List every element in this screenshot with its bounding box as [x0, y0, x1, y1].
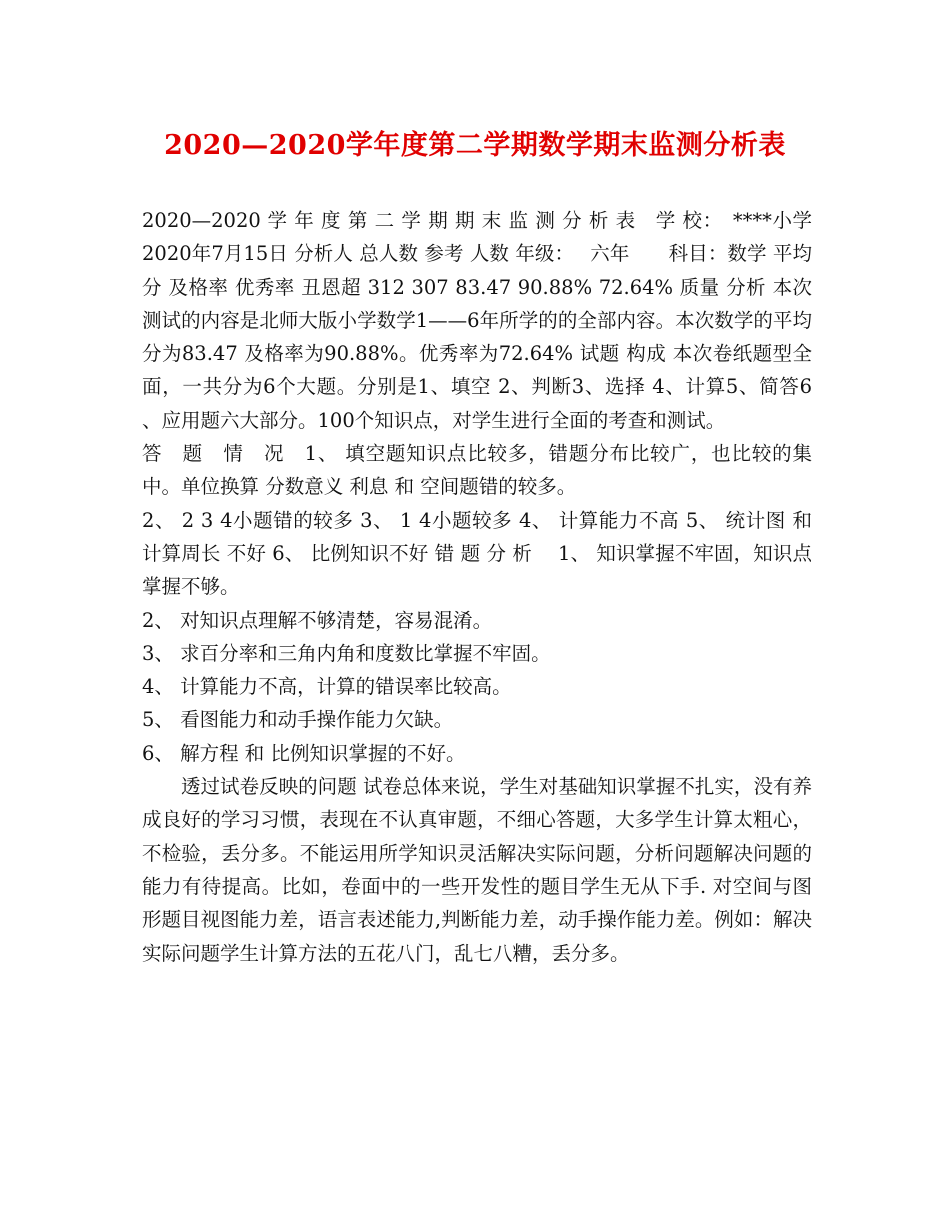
document-body: [142, 204, 812, 970]
paragraph-error-analysis: 2、 2 3 4小题错的较多 3、 1 4小题较多 4、 计算能力不高 5、 统计图 和 计算周长 不好 6、 比例知识不好 错 题 分 析 1、 知识掌握不牢固，知识点掌握不够。: [142, 508, 812, 599]
list-item-4: 4、 计算能力不高，计算的错误率比较高。: [142, 675, 512, 699]
list-item-2: 2、 对知识点理解不够清楚，容易混淆。: [142, 608, 493, 632]
list-item-6: 6、 解方程 和 比例知识掌握的不好。: [142, 741, 466, 765]
paragraph-problems: 透过试卷反映的问题 试卷总体来说，学生对基础知识掌握不扎实，没有养成良好的学习习惯，表现在不认真审题，不细心答题，大多学生计算太粗心，不检验，丢分多。不能运用所学知识灵活解决实际问题，分析问题解决问题的能力有待提高。比如，卷面中的一些开发性的题目学生无从下手. 对空间与图形题目视图能力差，语言表述能力,判断能力差，动手操作能力差。例如：解决实际问题学生计算方法的五花八门，乱七八糟，丢分多。: [142, 775, 812, 965]
list-item-3: 3、 求百分率和三角内角和度数比掌握不牢固。: [142, 641, 551, 665]
document-title: 2020—2020学年度第二学期数学期末监测分析表: [164, 130, 786, 161]
paragraph-answer-situation: 答 题 情 况 1、 填空题知识点比较多，错题分布比较广，也比较的集中。单位换算 分数意义 利息 和 空间题错的较多。: [142, 442, 812, 499]
list-item-5: 5、 看图能力和动手操作能力欠缺。: [142, 708, 454, 732]
paragraph-summary: 2020—2020 学 年 度 第 二 学 期 期 末 监 测 分 析 表 学 校： ****小学 2020年7月15日 分析人 总人数 参考 人数 年级： 六年 科目：数学 平均分 及格率 优秀率 丑恩超 312 307 83.47 90.88% 72.64% 质量 分析 本次测试的内容是北师大版小学数学1——6年所学的的全部内容。本次数学的平均分为83.47 及格率为90.88%。优秀率为72.64% 试题 构成 本次卷纸题型全面，一共分为6个大题。分别是1、填空 2、判断3、选择 4、计算5、简答6 、应用题六大部分。100个知识点，对学生进行全面的考查和测试。: [142, 209, 812, 432]
